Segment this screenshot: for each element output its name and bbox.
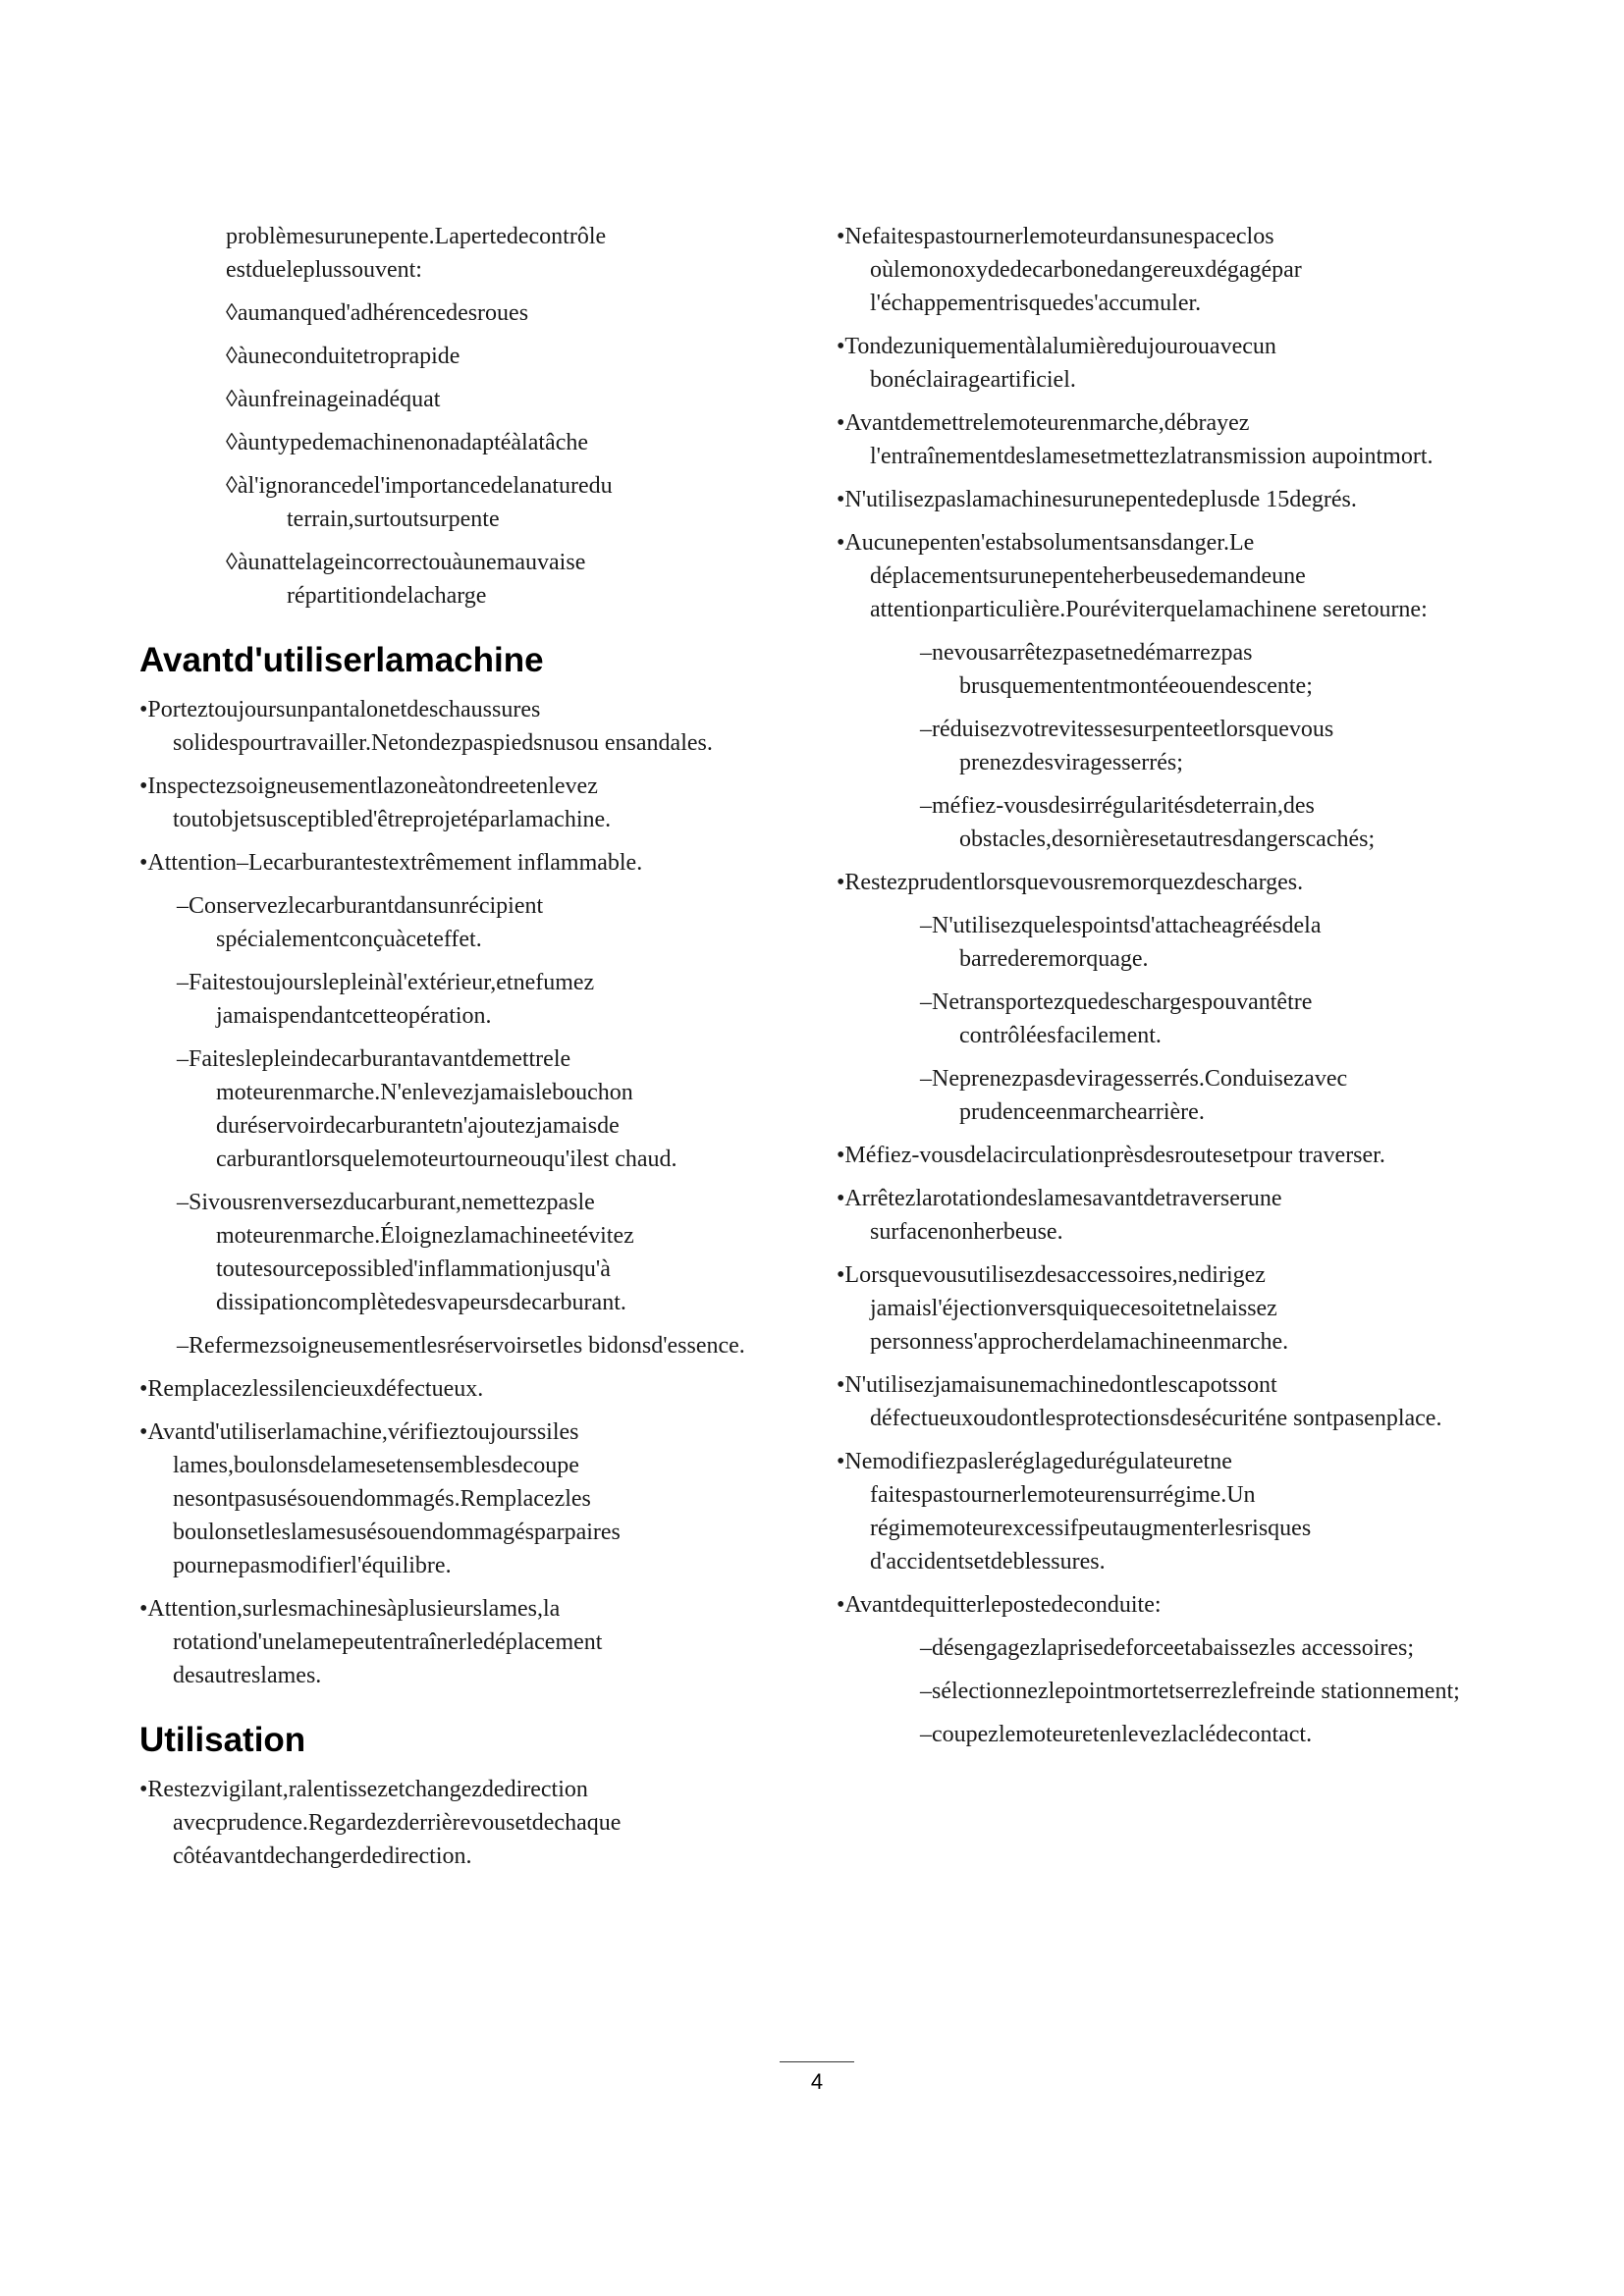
bullet-item: •Inspectezsoigneusementlazoneàtondreetenlevez toutobjetsusceptibled'êtreprojetéparlamachine.: [139, 774, 612, 832]
section-heading-use: Utilisation: [139, 1721, 306, 1759]
right-column: [837, 220, 1465, 1761]
intro-line: problèmesurunepente.Lapertedecontrôle: [226, 224, 607, 249]
intro-paragraph: [226, 220, 748, 287]
bullet-item: •Méfiez-vousdelacirculationprèsdesroutesetpour traverser.: [837, 1143, 1385, 1168]
bullet-item: •Avantdequitterlepostedeconduite:: [837, 1592, 1162, 1618]
bullet-item: •Tondezuniquementàlalumièredujourouavecun bonéclairageartificiel.: [837, 334, 1276, 393]
sub-item: –sélectionnezlepointmortetserrezlefreinde stationnement;: [920, 1679, 1460, 1704]
bullet-item: •Porteztoujoursunpantalonetdeschaussures solidespourtravailler.Netondezpaspiedsnusou ensandales.: [139, 697, 713, 756]
cause-item: ◊aumanqued'adhérencedesroues: [226, 300, 529, 326]
bullet-item: •Lorsquevousutilisezdesaccessoires,nedirigez jamaisl'éjectionversquiquecesoitetnelaissez personness'approcherdelamachineenmarche.: [837, 1262, 1289, 1355]
cause-item: ◊àuntypedemachinenonadaptéàlatâche: [226, 430, 588, 455]
intro-line: estdueleplussouvent:: [226, 257, 422, 283]
sub-item: –coupezlemoteuretenlevezlaclédecontact.: [920, 1722, 1313, 1747]
cause-item: ◊àuneconduitetroprapide: [226, 344, 460, 369]
bullet-item: •N'utilisezpaslamachinesurunepentedeplusde 15degrés.: [837, 487, 1357, 512]
cause-item: ◊àunattelageincorrectouàunemauvaise répartitiondelacharge: [226, 550, 586, 609]
sub-item: –Faitestoujourslepleinàl'extérieur,etnefumez jamaispendantcetteopération.: [177, 970, 595, 1029]
bullet-item: •Attention–Lecarburantestextrêmement inflammable.: [139, 850, 643, 876]
bullet-item: •Restezvigilant,ralentissezetchangezdedirection avecprudence.Regardezderrièrevousetdechaque côtéavantdechangerdedirection.: [139, 1777, 622, 1869]
page-number: 4: [810, 2069, 824, 2094]
bullet-item: •Nefaitespastournerlemoteurdansunespaceclos oùlemonoxydedecarbonedangereuxdégagépar l'échappementrisquedes'accumuler.: [837, 224, 1302, 316]
sub-item: –Conservezlecarburantdansunrécipient spécialementconçuàceteffet.: [177, 893, 544, 952]
sub-item: –réduisezvotrevitessesurpenteetlorsquevous prenezdesviragesserrés;: [920, 717, 1334, 775]
bullet-item: •Nemodifiezpasleréglagedurégulateuretne faitespastournerlemoteurensurrégime.Un régimemoteurexcessifpeutaugmenterlesrisques d'accidentsetdeblessures.: [837, 1449, 1312, 1575]
footer-rule: [780, 2061, 854, 2062]
left-column: [139, 220, 748, 1883]
bullet-item: •Restezprudentlorsquevousremorquezdescharges.: [837, 870, 1304, 895]
cause-item: ◊àunfreinageinadéquat: [226, 387, 441, 412]
bullet-item: •Arrêtezlarotationdeslamesavantdetraverserune surfacenonherbeuse.: [837, 1186, 1282, 1245]
cause-item: ◊àl'ignorancedel'importancedelanaturedu terrain,surtoutsurpente: [226, 473, 613, 532]
bullet-item: •Avantdemettrelemoteurenmarche,débrayez l'entraînementdeslamesetmettezlatransmission aupointmort.: [837, 410, 1434, 469]
sub-item: –désengagezlaprisedeforceetabaissezles accessoires;: [920, 1635, 1415, 1661]
sub-item: –Refermezsoigneusementlesréservoirsetles bidonsd'essence.: [177, 1333, 745, 1359]
bullet-item: •N'utilisezjamaisunemachinedontlescapotssont défectueuxoudontlesprotectionsdesécuriténe sontpasenplace.: [837, 1372, 1442, 1431]
section-heading-before-use: Avantd'utiliserlamachine: [139, 641, 544, 679]
sub-item: –Neprenezpasdeviragesserrés.Conduisezavec prudenceenmarchearrière.: [920, 1066, 1348, 1125]
sub-item: –N'utilisezquelespointsd'attacheagréésdela barrederemorquage.: [920, 913, 1322, 972]
sub-item: –Sivousrenversezducarburant,nemettezpasle moteurenmarche.Éloignezlamachineetévitez toutesourcepossibled'inflammationjusqu'à dissipationcomplètedesvapeursdecarburant.: [177, 1190, 634, 1315]
bullet-item: •Remplacezlessilencieuxdéfectueux.: [139, 1376, 484, 1402]
sub-item: –nevousarrêtezpasetnedémarrezpas brusquemententmontéeouendescente;: [920, 640, 1313, 699]
bullet-item: •Avantd'utiliserlamachine,vérifieztoujourssiles lames,boulonsdelamesetensemblesdecoupe nesontpasusésouendommagés.Remplacezles boulonsetleslamesusésouendommagésparpaires pournepasmodifierl'équilibre.: [139, 1419, 621, 1578]
sub-item: –Faiteslepleindecarburantavantdemettrele moteurenmarche.N'enlevezjamaislebouchon duréservoirdecarburantetn'ajoutezjamaisde carburantlorsquelemoteurtourneouqu'ilest chaud.: [177, 1046, 677, 1172]
sub-item: –Netransportezquedeschargespouvantêtre contrôléesfacilement.: [920, 989, 1313, 1048]
sub-item: –méfiez-vousdesirrégularitésdeterrain,des obstacles,desornièresetautresdangerscachés;: [920, 793, 1376, 852]
bullet-item: •Aucunepenten'estabsolumentsansdanger.Le déplacementsurunepenteherbeusedemandeune attentionparticulière.Pouréviterquelamachinene seretourne:: [837, 530, 1428, 622]
bullet-item: •Attention,surlesmachinesàplusieurslames,la rotationd'unelamepeutentraînerledéplacement desautreslames.: [139, 1596, 603, 1688]
